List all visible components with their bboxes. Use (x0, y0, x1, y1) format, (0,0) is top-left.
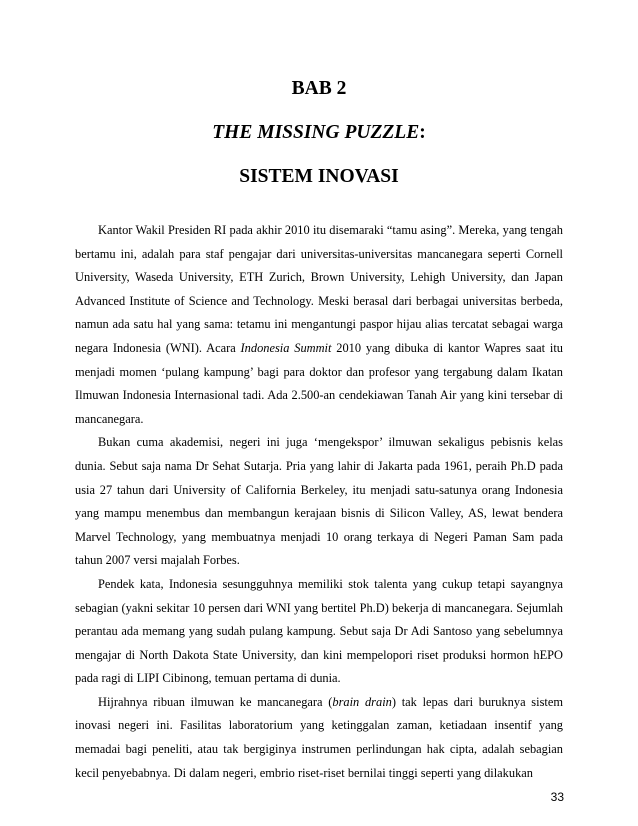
paragraph-3-text: Pendek kata, Indonesia sesungguhnya memiliki stok talenta yang cukup tetapi sayangnya sebagian (yakni sekitar 10 persen dari WNI yang bertitel Ph.D) bekerja di mancanegara. Sejumlah perantau ada memang yang sudah pulang kampung. Sebut saja Dr Adi Santoso yang sebelumnya mengajar di North Dakota State University, dan kini mempelopori riset produksi hormon hEPO pada ragi di LIPI Cibinong, temuan pertama di dunia. (75, 576, 563, 686)
paragraph-4-text-b: ) tak lepas dari buruknya sistem inovasi negeri ini. Fasilitas laboratorium yang ketinggalan zaman, ketiadaan insentif yang memadai bagi peneliti, atau tak bergiginya instrumen perlindungan hak cipta, adalah sebagian kecil penyebabnya. Di dalam negeri, embrio riset-riset bernilai tinggi seperti yang dilakukan (75, 694, 563, 780)
paragraph-2-text: Bukan cuma akademisi, negeri ini juga ‘mengekspor’ ilmuwan sekaligus pebisnis kelas dunia. Sebut saja nama Dr Sehat Sutarja. Pria yang lahir di Jakarta pada 1961, peraih Ph.D pada usia 27 tahun dari University of California Berkeley, itu menjadi satu-satunya orang Indonesia yang mampu menembus dan membangun kerajaan bisnis di Silicon Valley, AS, lewat bendera Marvel Technology, yang membuatnya menjadi 10 orang terkaya di Negeri Paman Sam pada tahun 2007 versi majalah Forbes. (75, 435, 563, 568)
paragraph-2 (75, 431, 563, 573)
body-text (75, 219, 563, 785)
chapter-title-italic: THE MISSING PUZZLE (212, 122, 420, 143)
paragraph-4-text-a: Hijrahnya ribuan ilmuwan ke mancanegara ( (98, 694, 333, 709)
paragraph-4-italic-term: brain drain (332, 694, 392, 709)
paragraph-1-text-b: 2010 yang dibuka di kantor Wapres saat itu menjadi momen ‘pulang kampung’ bagi para doktor dan profesor yang tergabung dalam Ikatan Ilmuwan Indonesia Internasional tadi. Ada 2.500-an cendekiawan Tanah Air yang kini tersebar di mancanegara. (75, 340, 563, 426)
page-number: 33 (550, 790, 564, 804)
chapter-title-colon: : (419, 122, 426, 143)
paragraph-4 (75, 691, 563, 785)
paragraph-1-text-a: Kantor Wakil Presiden RI pada akhir 2010 itu disemaraki “tamu asing”. Mereka, yang tengah bertamu ini, adalah para staf pengajar dari universitas-universitas mancanegara seperti Cornell University, Waseda University, ETH Zurich, Brown University, Lehigh University, dan Japan Advanced Institute of Science and Technology. Meski berasal dari berbagai universitas berbeda, namun ada satu hal yang sama: tetamu ini mengantungi paspor hijau alias tercatat sebagai warga negara Indonesia (WNI). Acara (75, 223, 563, 355)
chapter-number: BAB 2 (291, 78, 347, 99)
chapter-title (0, 122, 638, 144)
chapter-subtitle: SISTEM INOVASI (239, 166, 399, 187)
paragraph-1 (75, 219, 563, 431)
paragraph-1-italic-term: Indonesia Summit (240, 340, 332, 355)
paragraph-3 (75, 573, 563, 691)
